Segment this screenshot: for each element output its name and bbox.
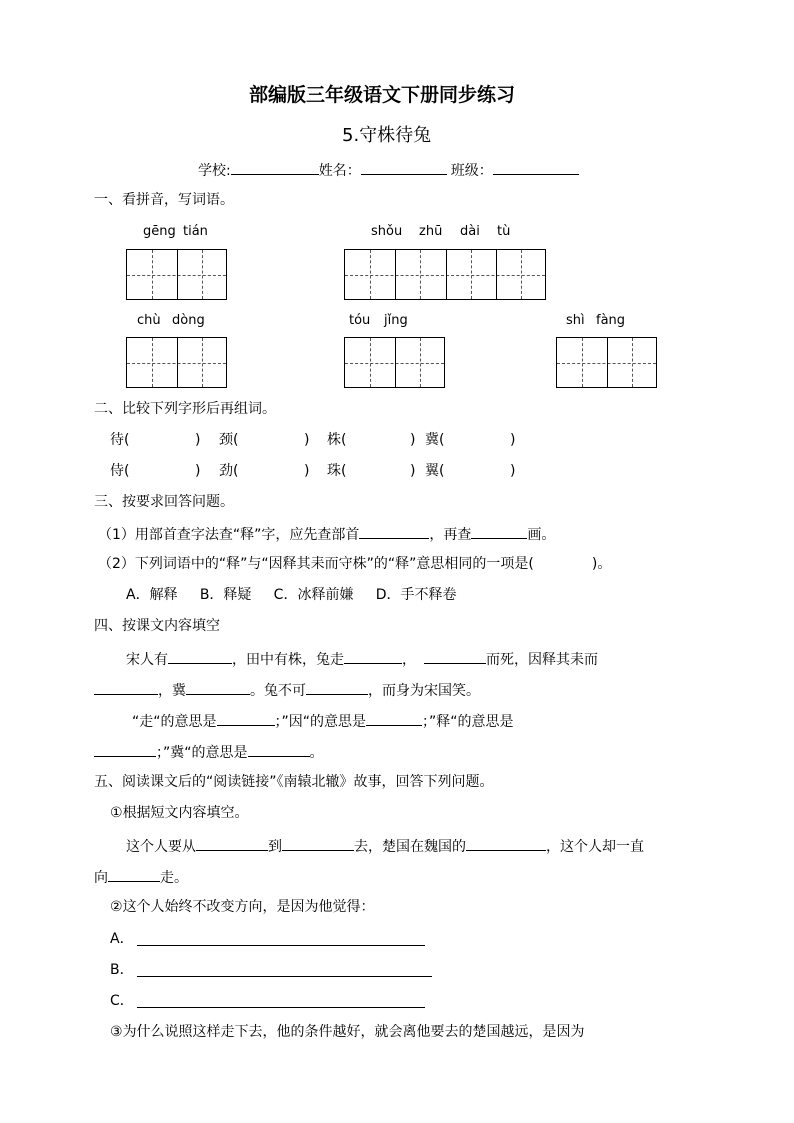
section-5-heading: 五、阅读课文后的“阅读链接”《南辕北辙》故事，回答下列问题。 xyxy=(94,774,494,790)
pinyin-label: dòng xyxy=(172,313,205,328)
section-2-heading: 二、比较下列字形后再组词。 xyxy=(94,401,276,417)
compare-char: 待( xyxy=(110,432,130,448)
compare-char: 颈( xyxy=(219,432,239,448)
blank-field[interactable] xyxy=(94,680,158,695)
class-field[interactable] xyxy=(493,160,579,175)
option-a-answer-line[interactable] xyxy=(137,944,425,946)
compare-char: 冀( xyxy=(425,432,445,448)
compare-char: 翼( xyxy=(425,463,445,479)
compare-char-close: ) xyxy=(510,463,516,479)
blank-field[interactable] xyxy=(424,649,486,664)
compare-char-close: ) xyxy=(510,432,516,448)
option-b-answer-line[interactable] xyxy=(137,975,432,977)
compare-char-close: ) xyxy=(195,432,201,448)
pinyin-label: zhū xyxy=(419,224,443,239)
compare-char: 珠( xyxy=(327,463,347,479)
compare-char: 侍( xyxy=(110,463,130,479)
section-1-heading: 一、看拼音，写词语。 xyxy=(94,192,234,208)
blank-field[interactable] xyxy=(466,836,546,851)
blank-field[interactable] xyxy=(344,649,402,664)
question-5-1: ①根据短文内容填空。 xyxy=(110,805,249,821)
school-label: 学校: xyxy=(198,163,231,179)
student-info-row xyxy=(198,160,579,180)
stroke-count-field[interactable] xyxy=(471,524,527,539)
section-4-heading: 四、按课文内容填空 xyxy=(94,618,220,634)
compare-char-close: ) xyxy=(410,463,416,479)
writing-grid-gengtian[interactable] xyxy=(126,249,227,300)
option-c-label: C． xyxy=(110,993,134,1009)
blank-field[interactable] xyxy=(366,711,422,726)
blank-field[interactable] xyxy=(196,836,268,851)
name-field[interactable] xyxy=(361,160,447,175)
class-label: 班级： xyxy=(450,163,493,179)
pinyin-label: gēng xyxy=(143,224,176,239)
blank-field[interactable] xyxy=(282,836,354,851)
name-label: 姓名： xyxy=(318,163,361,179)
radical-field[interactable] xyxy=(359,524,429,539)
writing-grid-chudong[interactable] xyxy=(126,337,227,388)
pinyin-label: tù xyxy=(497,224,511,239)
blank-field[interactable] xyxy=(186,680,250,695)
text-fill-line-2: ，冀 。兔不可 ，而身为宋国笑。 xyxy=(94,680,480,700)
pinyin-label: dài xyxy=(460,224,480,239)
pinyin-label: tóu xyxy=(349,313,371,328)
compare-char-close: ) xyxy=(304,463,310,479)
page-title: 部编版三年级语文下册同步练习 xyxy=(249,84,516,106)
blank-field[interactable] xyxy=(94,742,156,757)
blank-field[interactable] xyxy=(108,867,160,882)
question-3-1: （1）用部首查字法查“释”字，应先查部首 ，再查 画。 xyxy=(98,524,555,544)
blank-field[interactable] xyxy=(168,649,232,664)
section-3-heading: 三、按要求回答问题。 xyxy=(94,494,234,510)
pinyin-label: shì xyxy=(566,313,585,328)
text-fill-line-1: 宋人有 ，田中有株，兔走 ， 而死，因释其耒而 xyxy=(126,649,598,669)
text-fill-line-5: 这个人要从 到 去，楚国在魏国的 ，这个人却一直 xyxy=(126,836,644,856)
compare-char-close: ) xyxy=(304,432,310,448)
pinyin-label: jǐng xyxy=(384,313,408,328)
blank-field[interactable] xyxy=(217,711,275,726)
writing-grid-toujing[interactable] xyxy=(344,337,445,388)
text-fill-line-6: 向 走。 xyxy=(94,867,188,887)
writing-grid-shouzhudaitu[interactable] xyxy=(344,249,546,300)
text-fill-line-4: ；”冀“的意思是 。 xyxy=(94,742,324,762)
question-5-3: ③为什么说照这样走下去，他的条件越好，就会离他要去的楚国越远，是因为 xyxy=(110,1024,585,1040)
question-3-2-options: A．解释 B．释疑 C．冰释前嫌 D．手不释卷 xyxy=(126,587,457,603)
compare-char: 株( xyxy=(327,432,347,448)
compare-char-close: ) xyxy=(410,432,416,448)
compare-char-close: ) xyxy=(195,463,201,479)
compare-char: 劲( xyxy=(219,463,239,479)
question-3-2: （2）下列词语中的“释”与“因释其耒而守株”的“释”意思相同的一项是( )。 xyxy=(98,556,612,572)
pinyin-label: tián xyxy=(183,224,208,239)
option-b-label: B． xyxy=(110,962,134,978)
pinyin-label: chù xyxy=(137,313,161,328)
option-c-answer-line[interactable] xyxy=(137,1006,425,1008)
school-field[interactable] xyxy=(231,160,319,175)
blank-field[interactable] xyxy=(306,680,368,695)
text-fill-line-3: “走“的意思是 ；”因“的意思是 ；”释“的意思是 xyxy=(132,711,514,731)
lesson-title: 5.守株待兔 xyxy=(342,125,432,146)
pinyin-label: shǒu xyxy=(371,224,403,239)
question-5-2: ②这个人始终不改变方向，是因为他觉得： xyxy=(110,899,375,915)
option-a-label: A． xyxy=(110,931,134,947)
blank-field[interactable] xyxy=(248,742,310,757)
writing-grid-shifang[interactable] xyxy=(556,337,657,388)
pinyin-label: fàng xyxy=(596,313,626,328)
